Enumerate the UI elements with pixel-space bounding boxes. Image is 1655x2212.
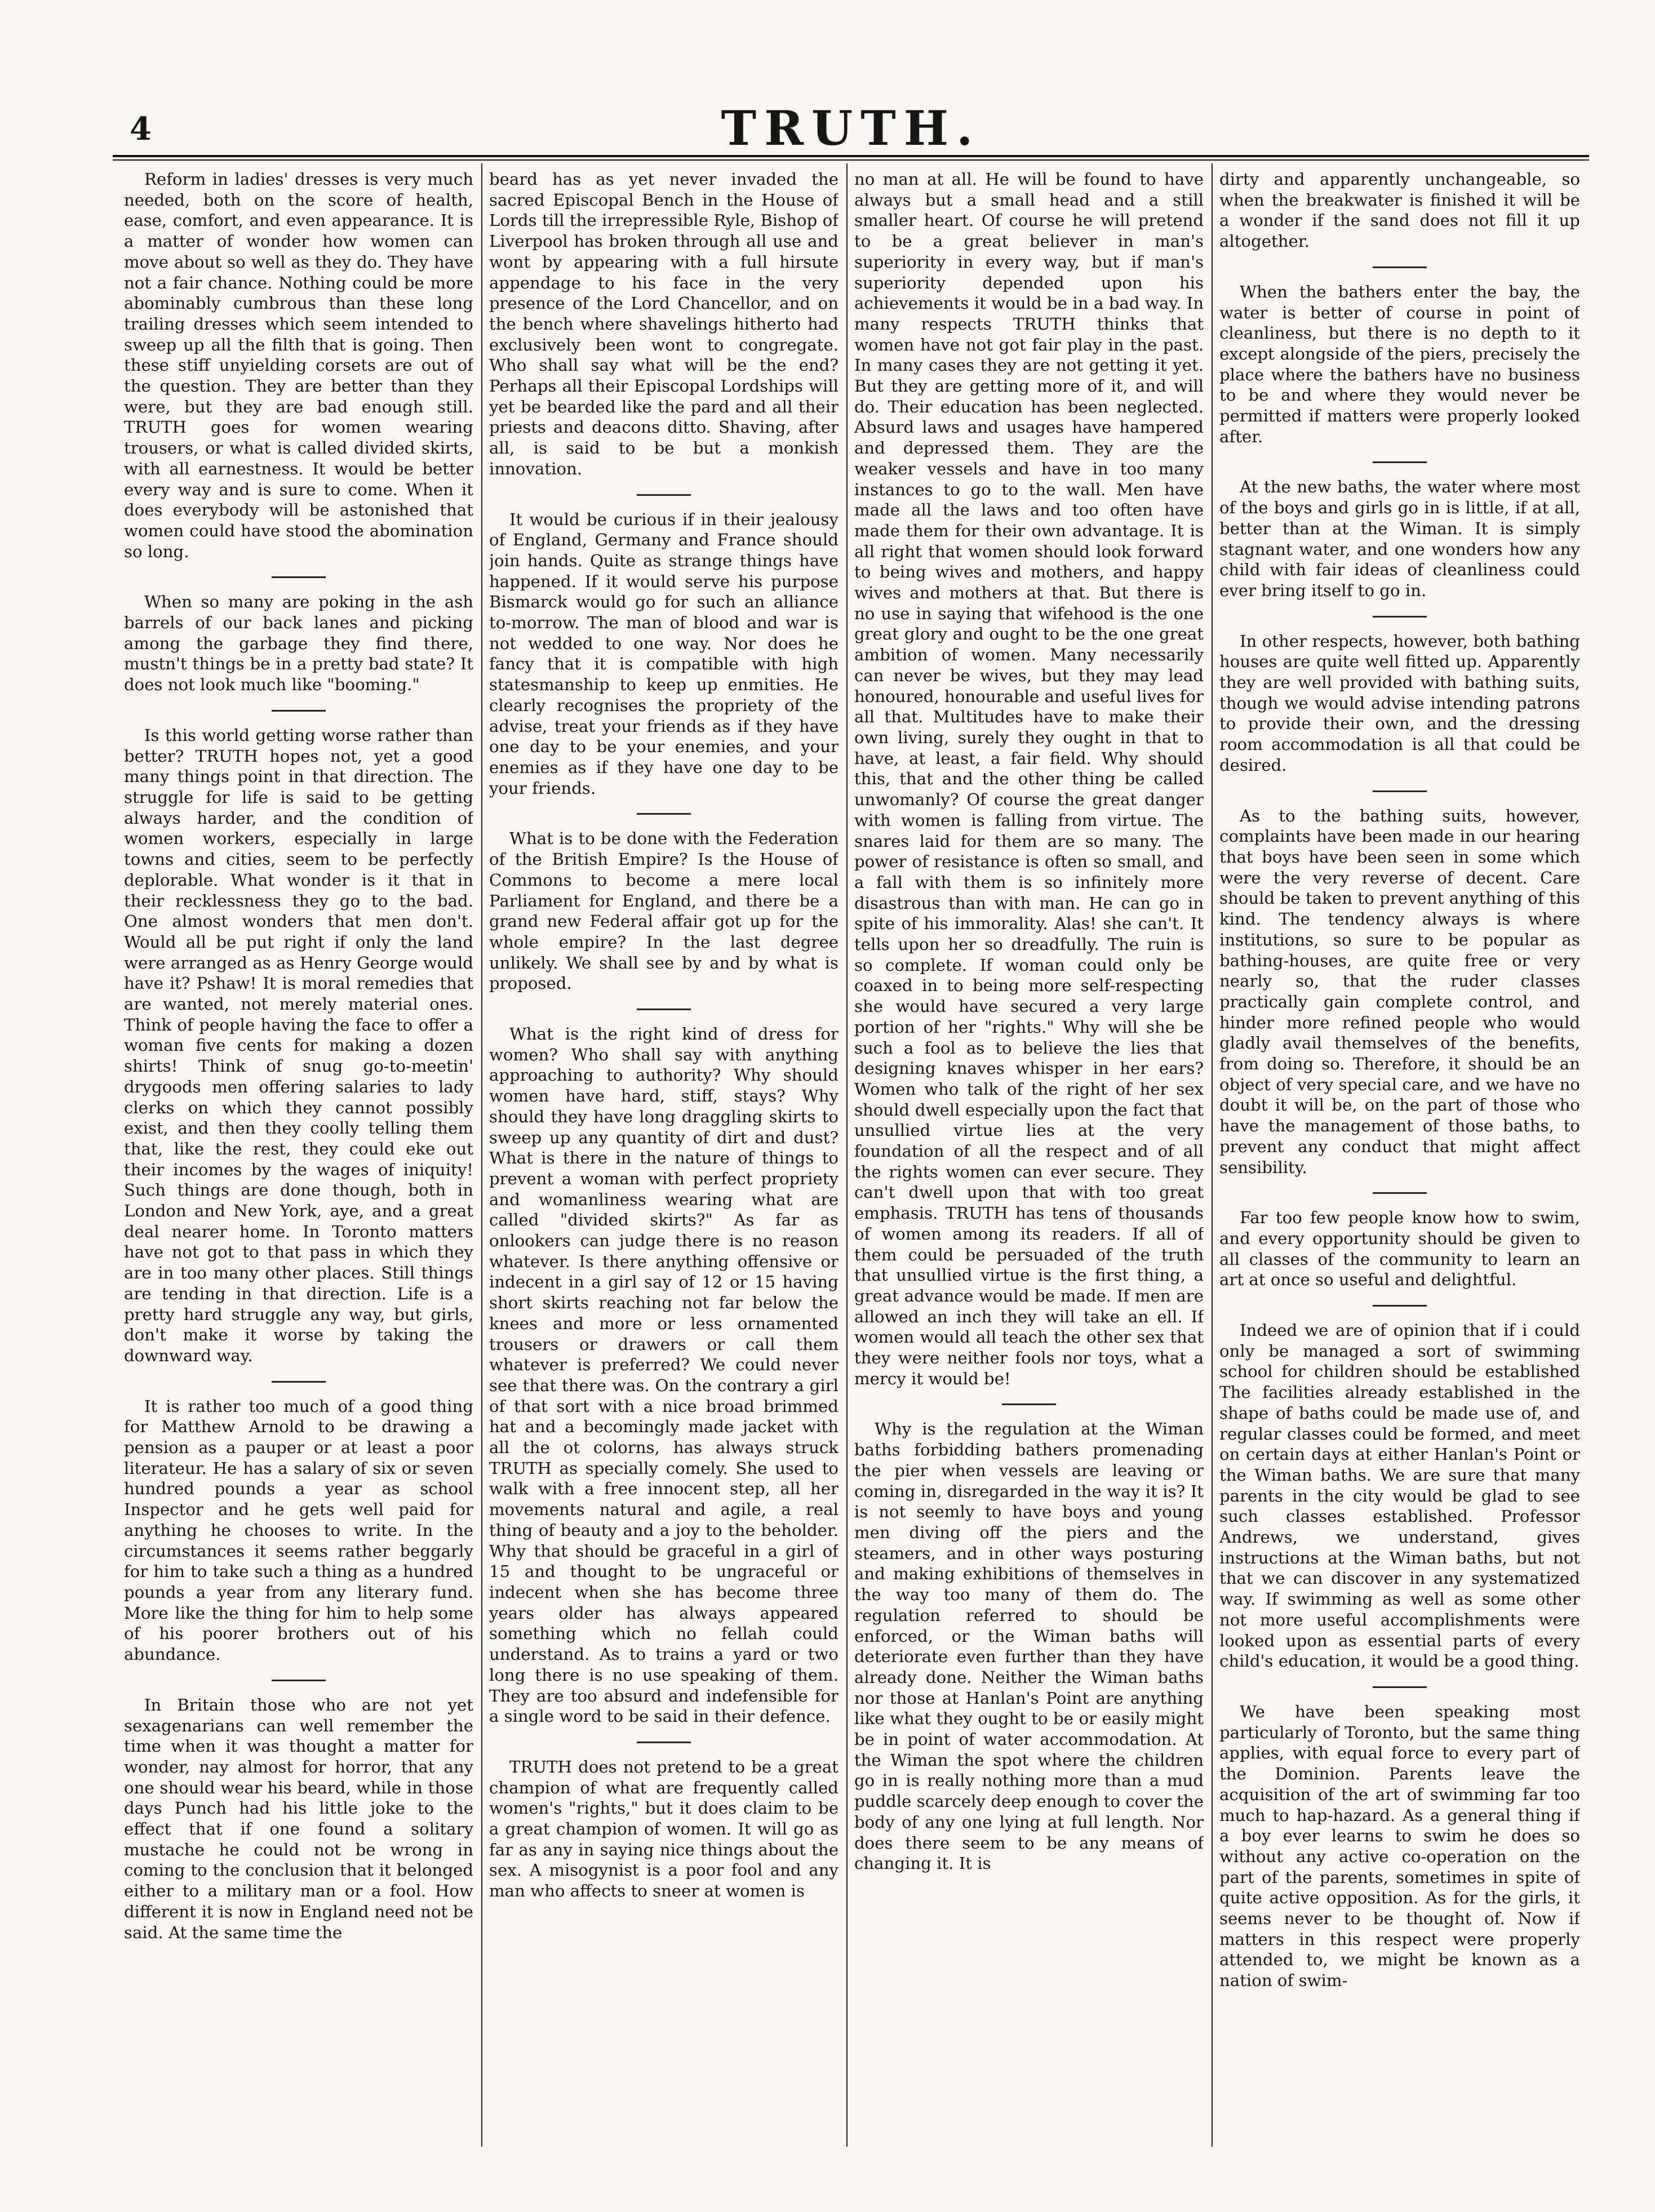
paper-title: TRUTH.: [721, 100, 981, 156]
section-separator: [1373, 790, 1427, 792]
page-number: 4: [130, 110, 152, 148]
section-separator: [1373, 461, 1427, 463]
paragraph: In other respects, however, both bathing houses are quite well fitted up. Apparently they are well provided with bathing suits, though we would advise intending patrons to provide their own, and the dressing room accommodation is all that could be desired.: [1219, 631, 1580, 775]
paragraph: TRUTH does not pretend to be a great champion of what are frequently called women's "rights," but it does claim to be a great champion of women. It will go as far as any in saying nice things about the sex. A misogynist is a poor fool and any man who affects to sneer at women is: [489, 1757, 838, 1901]
column-divider: [846, 163, 848, 2147]
section-separator: [1373, 616, 1427, 618]
paragraph: We have been speaking most particularly of Toronto, but the same thing applies, with equal force to every part of the Dominion. Parents leave the acquisition of the art of swimming far too much to hap-hazard. As a general thing if a boy ever learns to swim he does so without any active co-operation on the part of the parents, sometimes in spite of quite active opposition. As for the girls, it seems never to be thought of. Now if matters in this respect were properly attended to, we might be known as a nation of swim-: [1219, 1702, 1580, 1991]
section-separator: [637, 1009, 691, 1010]
section-separator: [272, 710, 326, 712]
section-separator: [1373, 1305, 1427, 1307]
section-separator: [1373, 1192, 1427, 1194]
section-separator: [272, 576, 326, 578]
section-separator: [272, 1680, 326, 1681]
paragraph: In Britain those who are not yet sexagenarians can well remember the time when it was thought a matter for wonder, nay almost for horror, that any one should wear his beard, while in those days Punch had his little joke to the effect that if one found a solitary mustache he could not be wrong in coming to the conclusion that it belonged either to a military man or a fool. How different it is now in England need not be said. At the same time the: [124, 1695, 473, 1942]
column-4: [1219, 163, 1580, 2147]
paragraph: What is to be done with the Federation of the British Empire? Is the House of Commons to become a mere local Parliament for England, and there be a grand new Federal affair got up for the whole empire? In the last degree unlikely. We shall see by and by what is proposed.: [489, 829, 838, 993]
paragraph: At the new baths, the water where most of the boys and girls go in is little, if at all, better than at the Wiman. It is simply stagnant water, and one wonders how any child with fair ideas of cleanliness could ever bring itself to go in.: [1219, 477, 1580, 600]
paragraph: beard has as yet never invaded the sacred Episcopal Bench in the House of Lords till the irrepressible Ryle, Bishop of Liverpool has broken through all use and wont by appearing with a full hirsute appendage to his face in the very presence of the Lord Chancellor, and on the bench where shavelings hitherto had exclusively been wont to congregate. Who shall say what will be the end? Perhaps all their Episcopal Lordships will yet be bearded like the pard and all their priests and deacons ditto. Shaving, after all, is said to be but a monkish innovation.: [489, 170, 838, 478]
paragraph: Indeed we are of opinion that if i could only be managed a sort of swimming school for children should be established The facilities already established in the shape of baths could be made use of, and regular classes could be formed, and meet on certain days at either Hanlan's Point or the Wiman baths. We are sure that many parents in the city would be glad to see such classes established. Professor Andrews, we understand, gives instructions at the Wiman baths, but not that we can discover in any systematized way. If swimming as well as some other not more useful accomplishments were looked upon as essential parts of every child's education, it would be a good thing.: [1219, 1321, 1580, 1671]
paragraph: As to the bathing suits, however, complaints have been made in our hearing that boys have been seen in some which were the very reverse of decent. Care should be taken to prevent anything of this kind. The tendency always is where institutions, so sure to be popular as bathing-houses, are quite free or very nearly so, that the ruder classes practically gain complete control, and hinder more refined people who would gladly avail themselves of the benefits, from doing so. Therefore, it should be an object of very special care, and we have no doubt it will be, on the part of those who have the management of those baths, to prevent any conduct that might affect sensibility.: [1219, 806, 1580, 1177]
article-columns: [113, 163, 1589, 2158]
paragraph: no man at all. He will be found to have always but a small head and a still smaller heart. Of course he will pretend to be a great believer in man's superiority in every way, but if man's superiority depended upon his achievements it would be in a bad way. In many respects TRUTH thinks that women have not got fair play in the past. In many cases they are not getting it yet. But they are getting more of it, and will do. Their education has been neglected. Absurd laws and usages have hampered and depressed them. They are the weaker vessels and have in too many instances to go to the wall. Men have made all the laws and too often have made them for their own advantage. It is all right that women should look forward to being wives and mothers, and happy wives and mothers at that. But there is no use in saying that wifehood is the one great glory and ought to be the one great ambition of women. Many necessarily can never be wives, but they may lead honoured, honourable and useful lives for all that. Multitudes have to make their own living, surely they ought in that to have, at least, a fair field. Why should this, that and the other thing be called unwomanly? Of course the great danger with women is falling from virtue. The snares laid for them are so many. The power of resistance is often so small, and a fall with them is so infinitely more disastrous than with man. He can go in spite of his immorality. Alas! she can't. It tells upon her so dreadfully. The ruin is so complete. If woman could only be coaxed in to being more self-respecting she would have secured a very large portion of her "rights." Why will she be such a fool as to believe the lies that designing knaves whisper in her ears? Women who talk of the right of her sex should dwell especially upon the fact that unsullied virtue lies at the very foundation of all the respect and of all the rights women can ever secure. They can't dwell upon that with too great emphasis. TRUTH has tens of thousands of women among its readers. If all of them could be persuaded of the truth that unsullied virtue is the first thing, a great advance would be made. If men are allowed an inch they will take an ell. If women would all teach the other sex that they were neither fools nor toys, what a mercy it would be!: [854, 170, 1204, 1388]
masthead-rule-thin: [113, 159, 1589, 161]
paragraph: When the bathers enter the bay, the water is better of course in point of cleanliness, but there is no depth to it except alongside of the piers, precisely the place where the bathers have no business to be and where they would never be permitted if matters were properly looked after.: [1219, 282, 1580, 446]
section-separator: [1002, 1403, 1056, 1405]
paragraph: dirty and apparently unchangeable, so when the breakwater is finished it will be a wonder if the sand does not fill it up altogether.: [1219, 170, 1580, 251]
masthead-rule: [113, 155, 1589, 157]
column-3: [854, 163, 1204, 2147]
paragraph: Why is the regulation at the Wiman baths forbidding bathers promenading the pier when vessels are leaving or coming in, disregarded in the way it is? It is not seemly to have boys and young men diving off the piers and the steamers, and in other ways posturing and making exhibitions of themselves in the way too many of them do. The regulation referred to should be enforced, or the Wiman baths will deteriorate even further than they have already done. Neither the Wiman baths nor those at Hanlan's Point are anything like what they ought to be or easily might be in point of water accommodation. At the Wiman the spot where the children go in is really nothing more than a mud puddle scarcely deep enough to cover the body of any one lying at full length. Nor does there seem to be any means of changing it. It is: [854, 1419, 1204, 1873]
masthead: [113, 100, 1589, 162]
column-divider: [1212, 163, 1213, 2147]
paragraph: What is the right kind of dress for women? Who shall say with anything approaching to authority? Why should women have hard, stiff, stays? Why should they have long draggling skirts to sweep up any quantity of dirt and dust? What is there in the nature of things to prevent a woman with perfect propriety and womanliness wearing what are called "divided skirts?" As far as onlookers can judge there is no reason whatever. Is there anything offensive or indecent in a girl say of 12 or 15 having short skirts reaching not far below the knees and more or less ornamented trousers or drawers or call them whatever is preferred? We could never see that there was. On the contrary a girl of that sort with a nice broad brimmed hat and a becomingly made jacket with all the ot colorns, has always struck TRUTH as specially comely. She used to walk with a free innocent step, all her movements natural and agile, a real thing of beauty and a joy to the beholder. Why that should be graceful in a girl of 15 and thought to be ungraceful or indecent when she has become three years older has always appeared something which no fellah could understand. As to trains a yard or two long there is no use speaking of them. They are too absurd and indefensible for a single word to be said in their defence.: [489, 1024, 838, 1726]
section-separator: [637, 1742, 691, 1743]
column-1: [124, 163, 473, 2147]
paragraph: It is rather too much of a good thing for Matthew Arnold to be drawing a pension as a pauper or at least a poor literateur. He has a salary of six or seven hundred pounds a year as school Inspector and he gets well paid for anything he chooses to write. In the circumstances it seems rather beggarly for him to take such a thing as a hundred pounds a year from any literary fund. More like the thing for him to help some of his poorer brothers out of his abundance.: [124, 1396, 473, 1664]
paragraph: When so many are poking in the ash barrels of our back lanes and picking among the garbage they find there, mustn't things be in a pretty bad state? It does not look much like "booming.": [124, 592, 473, 695]
column-2: [489, 163, 838, 2147]
column-divider: [481, 163, 482, 2147]
paragraph: Reform in ladies' dresses is very much needed, both on the score of health, ease, comfort, and even appearance. It is a matter of wonder how women can move about so well as they do. They have not a fair chance. Nothing could be more abominably cumbrous than these long trailing dresses which seem intended to sweep up all the filth that is going. Then these stiff unyielding corsets are out of the question. They are better than they were, but they are bad enough still. TRUTH goes for women wearing trousers, or what is called divided skirts, with all earnestness. It would be better every way and is sure to come. When it does everybody will be astonished that women could have stood the abomination so long.: [124, 170, 473, 561]
section-separator: [1373, 266, 1427, 268]
section-separator: [1373, 1686, 1427, 1688]
paragraph: It would be curious if in their jealousy of England, Germany and France should join hands. Quite as strange things have happened. If it would serve his purpose Bismarck would go for such an alliance to-morrow. The man of blood and war is not wedded to one way. Nor does he fancy that it is compatible with high statesmanship to keep up enmities. He clearly recognises the propriety of the advise, treat your friends as if they have one day to be your enemies, and your enemies as if they have one day to be your friends.: [489, 509, 838, 798]
paragraph: Far too few people know how to swim, and every opportunity should be given to all classes of the community to learn an art at once so useful and delightful.: [1219, 1208, 1580, 1290]
section-separator: [637, 494, 691, 496]
section-separator: [272, 1381, 326, 1383]
section-separator: [637, 813, 691, 815]
paragraph: Is this world getting worse rather than better? TRUTH hopes not, yet a good many things point in that direction. The struggle for life is said to be getting always harder, and the condition of women workers, especially in large towns and cities, seem to be perfectly deplorable. What wonder is it that in their recklessness they go to the bad. One almost wonders that men don't. Would all be put right if only the land were arranged as as Henry George would have it? Pshaw! It is moral remedies that are wanted, not merely material ones. Think of people having the face to offer a woman five cents for making a dozen shirts! Think of snug go-to-meetin' drygoods men offering salaries to lady clerks on which they cannot possibly exist, and then they coolly telling them that, like the rest, they could eke out their incomes by the wages of iniquity! Such things are done though, both in London and New York, aye, and a great deal nearer home. In Toronto matters have not got to that pass in which they are in too many other places. Still things are tending in that direction. Life is a pretty hard struggle any way, but girls, don't make it worse by taking the downward way.: [124, 725, 473, 1365]
